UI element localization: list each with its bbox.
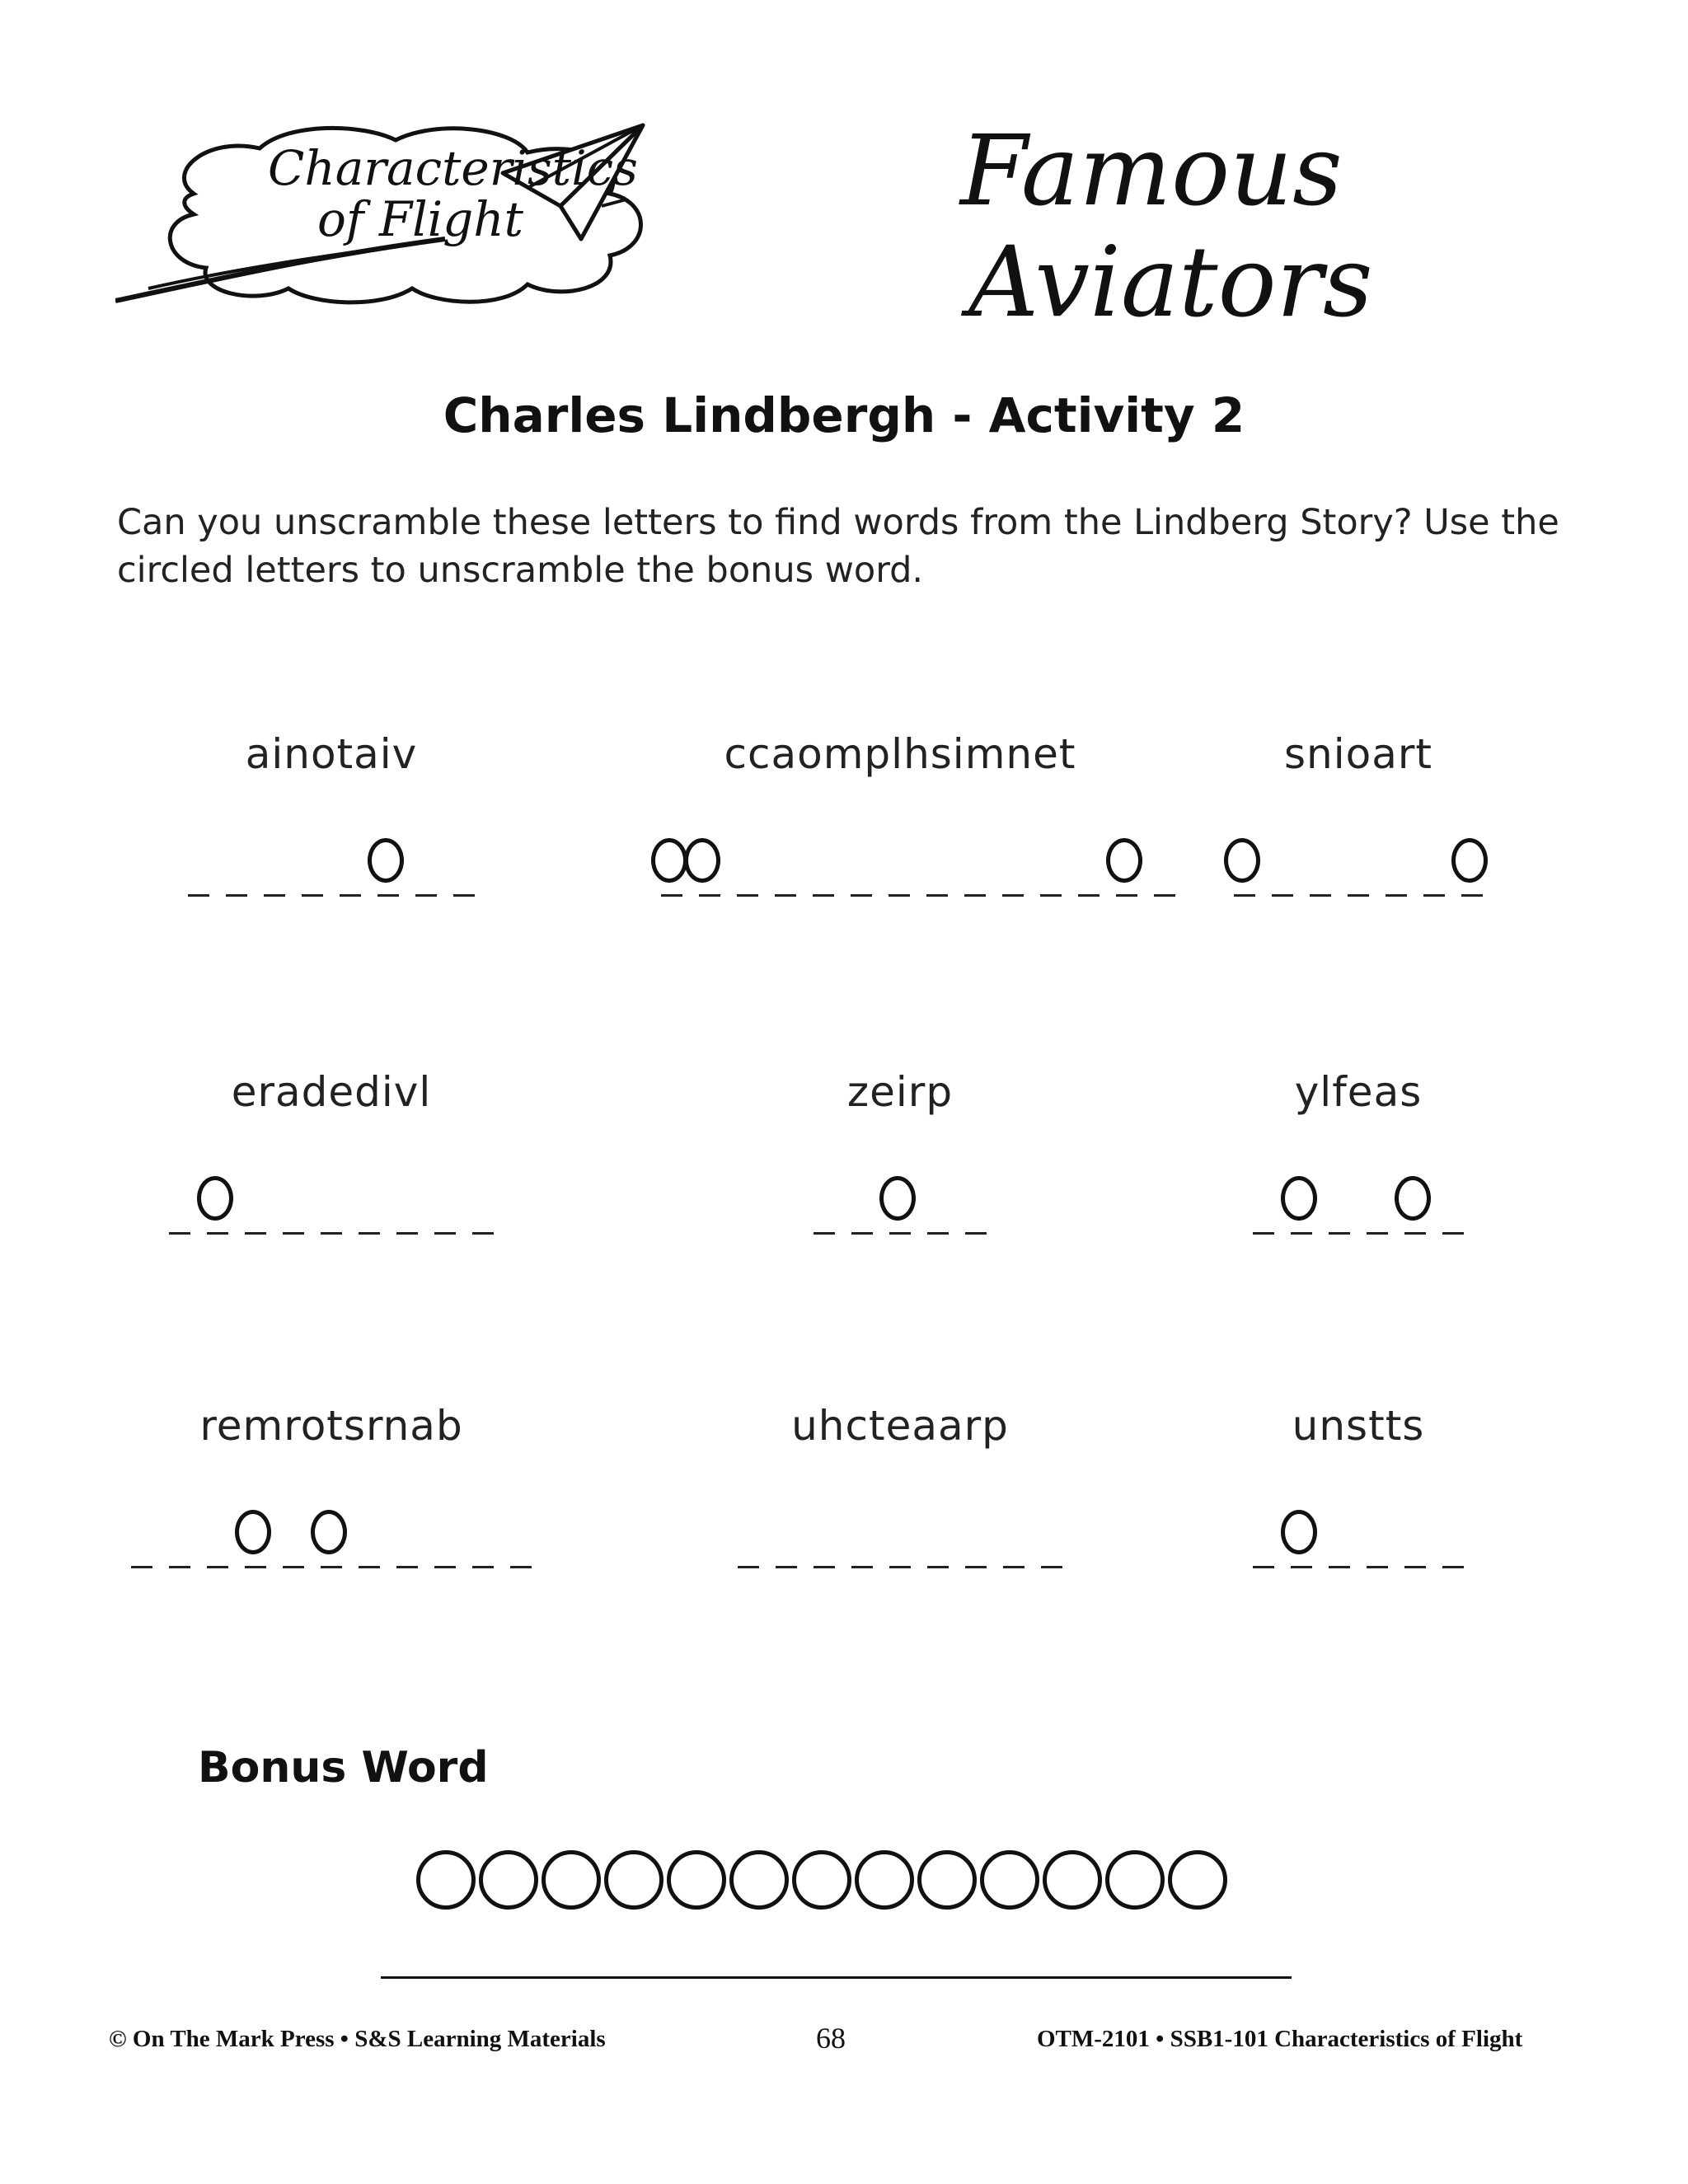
bonus-letter-circle[interactable] [917,1850,977,1910]
letter-blank[interactable] [1291,1232,1312,1235]
answer-blanks[interactable] [653,813,1184,903]
letter-blank[interactable] [1291,1566,1312,1568]
letter-blank[interactable] [377,894,399,897]
circled-letter-marker [651,838,687,883]
letter-blank[interactable] [226,894,247,897]
letter-blank[interactable] [510,1566,532,1568]
letter-blank[interactable] [889,1232,911,1235]
scrambled-word: unstts [1292,1402,1425,1450]
letter-blank[interactable] [965,1232,987,1235]
letter-blank[interactable] [472,1566,494,1568]
letter-blank[interactable] [1404,1232,1426,1235]
bonus-letter-circle[interactable] [416,1850,476,1910]
bonus-answer-line[interactable] [381,1976,1292,1979]
answer-blanks[interactable] [729,1484,1071,1575]
letter-blank[interactable] [965,1566,987,1568]
letter-blank[interactable] [1348,894,1369,897]
letter-blank[interactable] [1461,894,1483,897]
circled-letter-marker [1224,838,1260,883]
bonus-letter-circle[interactable] [1105,1850,1165,1910]
unit-title-line1: Famous [960,114,1343,227]
logo-title-line1: Characteristics [268,140,638,196]
letter-blank[interactable] [738,1566,759,1568]
letter-blank[interactable] [889,1566,911,1568]
puzzle-item [653,1063,1147,1241]
scrambled-word: ylfeas [1294,1068,1423,1116]
scrambled-word: ainotaiv [245,730,418,778]
letter-blank[interactable] [472,1232,494,1235]
bonus-letter-circle[interactable] [604,1850,663,1910]
bonus-letter-circle[interactable] [479,1850,538,1910]
letter-blank[interactable] [814,1566,835,1568]
letter-blank[interactable] [661,894,682,897]
letter-blank[interactable] [434,1566,456,1568]
letter-blank[interactable] [131,1566,152,1568]
letter-blank[interactable] [1234,894,1255,897]
footer-product-code: OTM-2101 • SSB1-101 Characteristics of Flight [1037,2026,1523,2052]
letter-blank[interactable] [1040,894,1062,897]
letter-blank[interactable] [1253,1232,1274,1235]
letter-blank[interactable] [775,894,796,897]
scrambled-word: eradedivl [231,1068,432,1116]
letter-blank[interactable] [1423,894,1445,897]
answer-blanks[interactable] [805,1151,995,1241]
letter-blank[interactable] [1386,894,1407,897]
bonus-letter-circle[interactable] [1043,1850,1102,1910]
letter-blank[interactable] [396,1232,418,1235]
letter-blank[interactable] [1367,1566,1388,1568]
letter-blank[interactable] [340,894,361,897]
puzzle-item [1111,1063,1606,1241]
letter-blank[interactable] [207,1232,228,1235]
circled-letter-marker [684,838,720,883]
footer-copyright: © On The Mark Press • S&S Learning Materials [109,2026,606,2052]
letter-blank[interactable] [188,894,209,897]
unit-title [960,115,1455,338]
puzzle-item [653,725,1147,903]
bonus-letter-circle[interactable] [542,1850,601,1910]
bonus-letter-circle[interactable] [792,1850,851,1910]
letter-blank[interactable] [1367,1232,1388,1235]
circled-letter-marker [1451,838,1488,883]
letter-blank[interactable] [169,1232,190,1235]
letter-blank[interactable] [321,1566,342,1568]
letter-blank[interactable] [776,1566,797,1568]
letter-blank[interactable] [737,894,758,897]
circled-letter-marker [1281,1176,1317,1221]
circled-letter-marker [1395,1176,1431,1221]
letter-blank[interactable] [964,894,986,897]
letter-blank[interactable] [283,1232,304,1235]
letter-blank[interactable] [1003,1566,1025,1568]
letter-blank[interactable] [1272,894,1293,897]
letter-blank[interactable] [926,894,948,897]
bonus-letter-circle[interactable] [1168,1850,1227,1910]
letter-blank[interactable] [814,1232,835,1235]
letter-blank[interactable] [415,894,437,897]
letter-blank[interactable] [1041,1566,1062,1568]
answer-blanks[interactable] [1245,1151,1472,1241]
letter-blank[interactable] [1329,1566,1350,1568]
letter-blank[interactable] [889,894,910,897]
circled-letter-marker [879,1176,916,1221]
letter-blank[interactable] [1002,894,1024,897]
letter-blank[interactable] [302,894,323,897]
letter-blank[interactable] [927,1566,949,1568]
activity-title: Charles Lindbergh - Activity 2 [443,387,1245,443]
letter-blank[interactable] [1078,894,1100,897]
letter-blank[interactable] [1442,1566,1464,1568]
letter-blank[interactable] [1310,894,1331,897]
letter-blank[interactable] [1253,1566,1274,1568]
letter-blank[interactable] [264,894,285,897]
letter-blank[interactable] [245,1566,266,1568]
letter-blank[interactable] [396,1566,418,1568]
bonus-label: Bonus Word [198,1743,489,1793]
circled-letter-marker [311,1510,347,1554]
answer-blanks[interactable] [161,1151,502,1241]
bonus-letter-circle[interactable] [729,1850,789,1910]
logo-title-line2: of Flight [317,191,523,247]
letter-blank[interactable] [453,894,475,897]
letter-blank[interactable] [1404,1566,1426,1568]
letter-blank[interactable] [434,1232,456,1235]
scrambled-word: uhcteaarp [791,1402,1009,1450]
unit-title-line2: Aviators [968,225,1373,339]
letter-blank[interactable] [169,1566,190,1568]
answer-blanks[interactable] [180,813,483,903]
letter-blank[interactable] [699,894,720,897]
bonus-letter-circle[interactable] [980,1850,1039,1910]
scrambled-word: snioart [1283,730,1433,778]
letter-blank[interactable] [283,1566,304,1568]
letter-blank[interactable] [851,894,872,897]
answer-blanks[interactable] [1245,1484,1472,1575]
puzzle-item [84,1397,579,1575]
letter-blank[interactable] [813,894,834,897]
letter-blank[interactable] [1329,1232,1350,1235]
puzzle-item [84,725,579,903]
puzzle-item [84,1063,579,1241]
bonus-letter-circle[interactable] [855,1850,914,1910]
puzzle-item [653,1397,1147,1575]
circled-letter-marker [368,838,404,883]
answer-blanks[interactable] [1226,813,1491,903]
bonus-letter-circle[interactable] [667,1850,726,1910]
letter-blank[interactable] [851,1566,873,1568]
circled-letter-marker [1281,1510,1317,1554]
letter-blank[interactable] [321,1232,342,1235]
instructions: Can you unscramble these letters to find words from the Lindberg Story? Use the circled letters to unscramble the bonus word. [117,502,1559,591]
scrambled-word: ccaomplhsimnet [724,730,1076,778]
letter-blank[interactable] [851,1232,873,1235]
letter-blank[interactable] [359,1232,380,1235]
circled-letter-marker [197,1176,233,1221]
answer-blanks[interactable] [123,1484,540,1575]
puzzle-item [1111,725,1606,903]
scrambled-word: zeirp [846,1068,954,1116]
letter-blank[interactable] [927,1232,949,1235]
letter-blank[interactable] [1442,1232,1464,1235]
letter-blank[interactable] [207,1566,228,1568]
letter-blank[interactable] [245,1232,266,1235]
circled-letter-marker [235,1510,271,1554]
letter-blank[interactable] [359,1566,380,1568]
scrambled-word: remrotsrnab [199,1402,463,1450]
puzzle-item [1111,1397,1606,1575]
page-number: 68 [816,2022,846,2055]
unit-logo [115,115,824,330]
bonus-circles[interactable] [416,1850,1227,1916]
